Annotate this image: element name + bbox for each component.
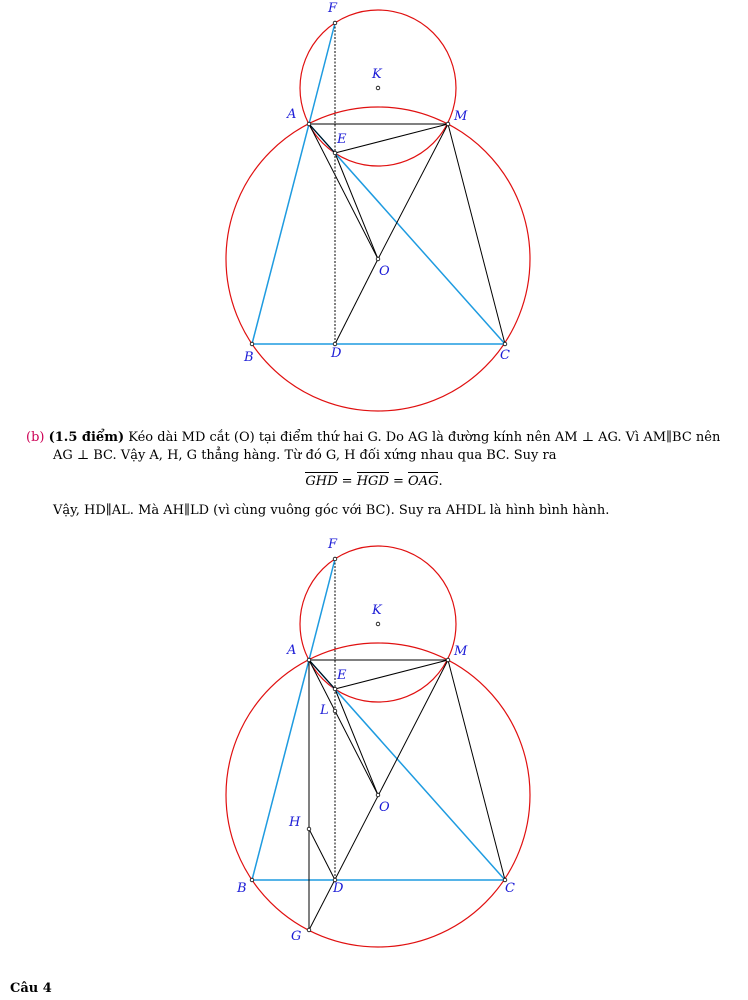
point-h <box>307 827 311 831</box>
label-m: M <box>454 644 468 659</box>
part-b-paragraph <box>26 429 732 465</box>
label-h: H <box>289 815 301 830</box>
equals-2: = <box>388 474 409 489</box>
label-b: B <box>244 350 254 365</box>
label-c: C <box>500 348 510 363</box>
segment-af <box>309 559 335 660</box>
segment-ac <box>309 660 505 880</box>
segment-od <box>335 259 378 344</box>
part-b-marker: (b) <box>26 430 45 445</box>
angle-oag: OAG <box>408 474 439 489</box>
point-f <box>333 21 337 25</box>
label-k: K <box>372 67 382 82</box>
label-c: C <box>505 881 515 896</box>
point-o <box>376 793 380 797</box>
segment-ac <box>309 124 505 344</box>
label-o: O <box>379 264 390 279</box>
segment-hd <box>309 829 335 880</box>
formula-end: . <box>438 474 443 489</box>
conclusion-text: Vậy, HD∥AL. Mà AH∥LD (vì cùng vuông góc với BC). Suy ra AHDL là hình bình hành. <box>53 503 610 518</box>
point-m <box>446 658 450 662</box>
segment-eo <box>335 689 378 795</box>
point-b <box>250 342 254 346</box>
point-k <box>376 86 380 90</box>
angle-equation <box>0 473 748 491</box>
label-o: O <box>379 800 390 815</box>
segment-em <box>335 124 448 153</box>
point-b <box>250 878 254 882</box>
geometry-figure-1 <box>0 0 748 420</box>
point-a <box>307 658 311 662</box>
point-l <box>333 709 337 713</box>
geometry-figure-2 <box>0 536 748 956</box>
label-e: E <box>337 668 347 683</box>
label-k: K <box>372 603 382 618</box>
label-b: B <box>237 881 247 896</box>
label-a: A <box>287 643 297 658</box>
part-b-line1: Kéo dài MD cắt (O) tại điểm thứ hai G. Do AG là đường kính nên AM ⊥ AG. Vì AM∥BC nên <box>128 430 721 445</box>
point-g <box>307 928 311 932</box>
segment-eo <box>335 153 378 259</box>
segment-mo <box>378 124 448 259</box>
label-d: D <box>331 346 342 361</box>
point-f <box>333 557 337 561</box>
point-e <box>333 151 337 155</box>
point-c <box>503 342 507 346</box>
label-m: M <box>454 109 468 124</box>
question-heading: Câu 4 <box>10 981 52 996</box>
point-a <box>307 122 311 126</box>
equals-1: = <box>337 474 357 489</box>
label-f: F <box>328 1 338 16</box>
point-e <box>333 687 337 691</box>
segment-ab <box>252 660 309 880</box>
segment-af <box>309 23 335 124</box>
angle-hgd: HGD <box>356 474 389 489</box>
angle-ghd: GHD <box>305 474 338 489</box>
label-l: L <box>320 703 329 718</box>
segment-em <box>335 660 448 689</box>
point-k <box>376 622 380 626</box>
label-d: D <box>333 881 344 896</box>
label-f: F <box>328 537 338 552</box>
point-o <box>376 257 380 261</box>
label-a: A <box>287 107 297 122</box>
label-e: E <box>337 132 347 147</box>
part-b-points: (1.5 điểm) <box>48 430 125 445</box>
point-m <box>446 122 450 126</box>
part-b-line2: AG ⊥ BC. Vậy A, H, G thẳng hàng. Từ đó G, H đối xứng nhau qua BC. Suy ra <box>53 448 557 463</box>
label-g: G <box>291 929 302 944</box>
segment-ab <box>252 124 309 344</box>
